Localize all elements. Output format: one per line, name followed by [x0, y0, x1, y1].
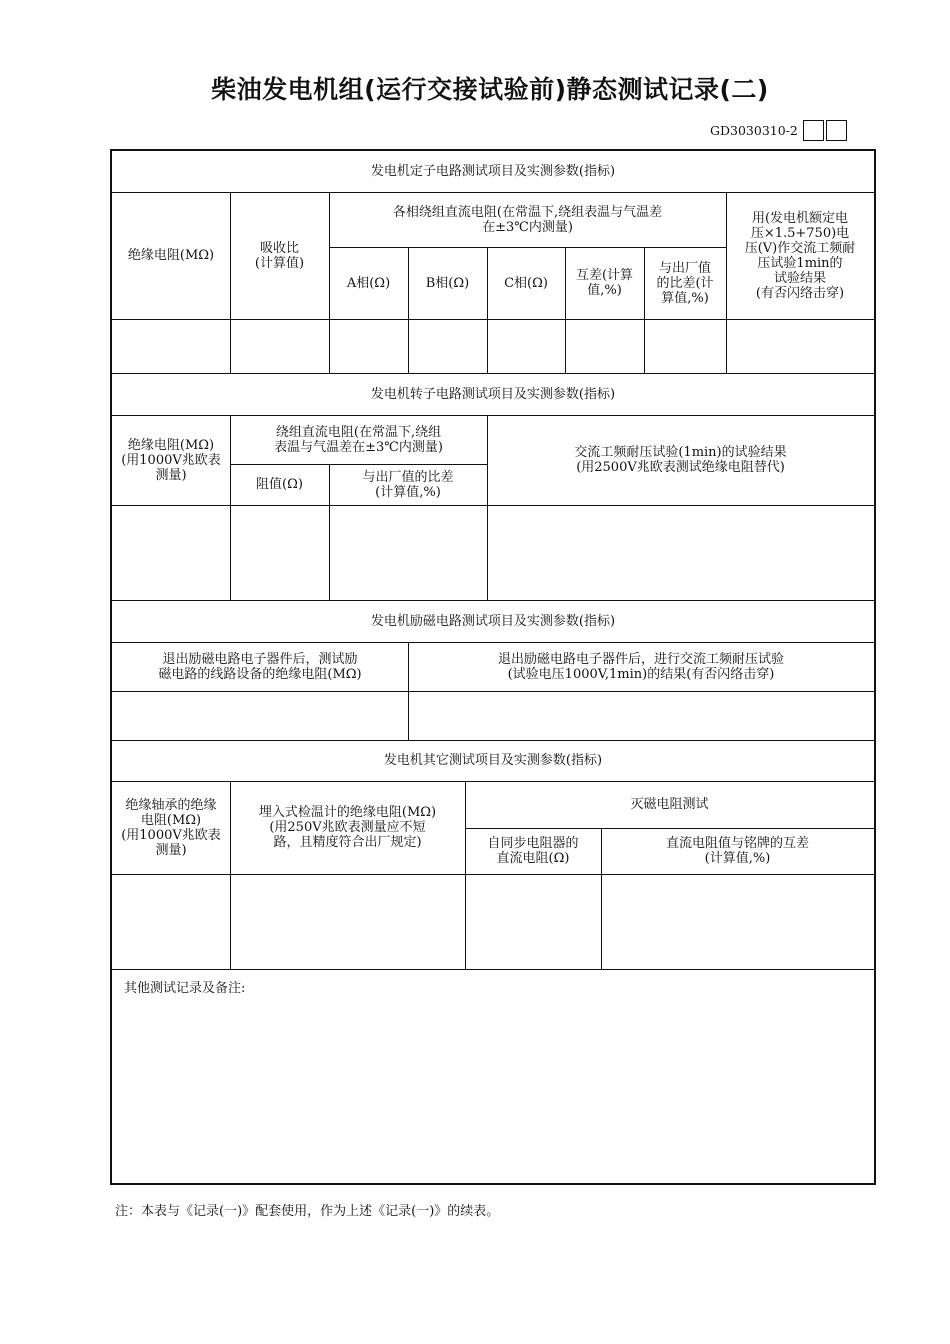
footnote: 注：本表与《记录(一)》配套使用，作为上述《记录(一)》的续表。 — [115, 1204, 500, 1219]
stator-dc-resistance-header: 各相绕组直流电阻(在常温下,绕组表温与气温差 在±3℃内测量) — [392, 204, 663, 235]
excitation-hipot-header: 退出励磁电路电子器件后，进行交流工频耐压试验 (试验电压1000V,1min)的结果(有否闪络击穿) — [497, 651, 784, 682]
mutual-diff-header: 互差(计算 值,%) — [575, 268, 634, 298]
form-code: GD3030310-2 — [710, 122, 798, 138]
record-form — [110, 149, 876, 1185]
other-section-title: 发电机其它测试项目及实测参数(指标) — [383, 753, 603, 768]
stator-absorption-header: 吸收比 (计算值) — [254, 240, 305, 271]
rotor-section-title: 发电机转子电路测试项目及实测参数(指标) — [370, 386, 616, 402]
rotor-factory-diff-header: 与出厂值的比差 (计算值,%) — [362, 469, 454, 500]
stator-insulation-header: 绝缘电阻(MΩ) — [127, 248, 215, 263]
bearing-insulation-header: 绝缘轴承的绝缘 电阻(MΩ) (用1000V兆欧表 测量) — [121, 797, 221, 858]
rotor-resistance-header: 阻值(Ω) — [256, 477, 303, 492]
remarks-label: 其他测试记录及备注: — [124, 981, 246, 996]
page-title: 柴油发电机组(运行交接试验前)静态测试记录(二) — [211, 75, 769, 104]
stator-section-title: 发电机定子电路测试项目及实测参数(指标) — [370, 164, 616, 179]
excitation-section-title: 发电机励磁电路测试项目及实测参数(指标) — [370, 613, 616, 629]
rotor-hipot-header: 交流工频耐压试验(1min)的试验结果 (用2500V兆欧表测试绝缘电阻替代) — [574, 445, 787, 475]
code-box-2[interactable] — [826, 120, 847, 141]
embedded-thermo-header: 埋入式检温计的绝缘电阻(MΩ) (用250V兆欧表测量应不短 路，且精度符合出厂规定) — [258, 805, 437, 850]
phase-a-header: A相(Ω) — [346, 275, 391, 291]
sync-resistor-header: 自同步电阻器的 直流电阻(Ω) — [487, 836, 579, 866]
rotor-winding-dc-header: 绕组直流电阻(在常温下,绕组 表温与气温差在±3℃内测量) — [274, 424, 443, 455]
rotor-insulation-header: 绝缘电阻(MΩ) (用1000V兆欧表 测量) — [121, 437, 221, 483]
form-code-row — [710, 118, 847, 142]
factory-diff-header: 与出厂值 的比差(计 算值,%) — [656, 260, 714, 306]
stator-hipot-header: 用(发电机额定电 压×1.5+750)电 压(V)作交流工频耐 压试验1min的 试验结果 (有否闪络击穿) — [744, 210, 856, 301]
field-resistor-header: 灭磁电阻测试 — [630, 797, 709, 812]
dc-vs-nameplate-header: 直流电阻值与铭牌的互差 (计算值,%) — [665, 836, 809, 866]
phase-b-header: B相(Ω) — [425, 275, 470, 291]
phase-c-header: C相(Ω) — [504, 275, 548, 291]
code-box-1[interactable] — [803, 120, 824, 141]
excitation-insulation-header: 退出励磁电路电子器件后，测试励 磁电路的线路设备的绝缘电阻(MΩ) — [158, 651, 362, 682]
